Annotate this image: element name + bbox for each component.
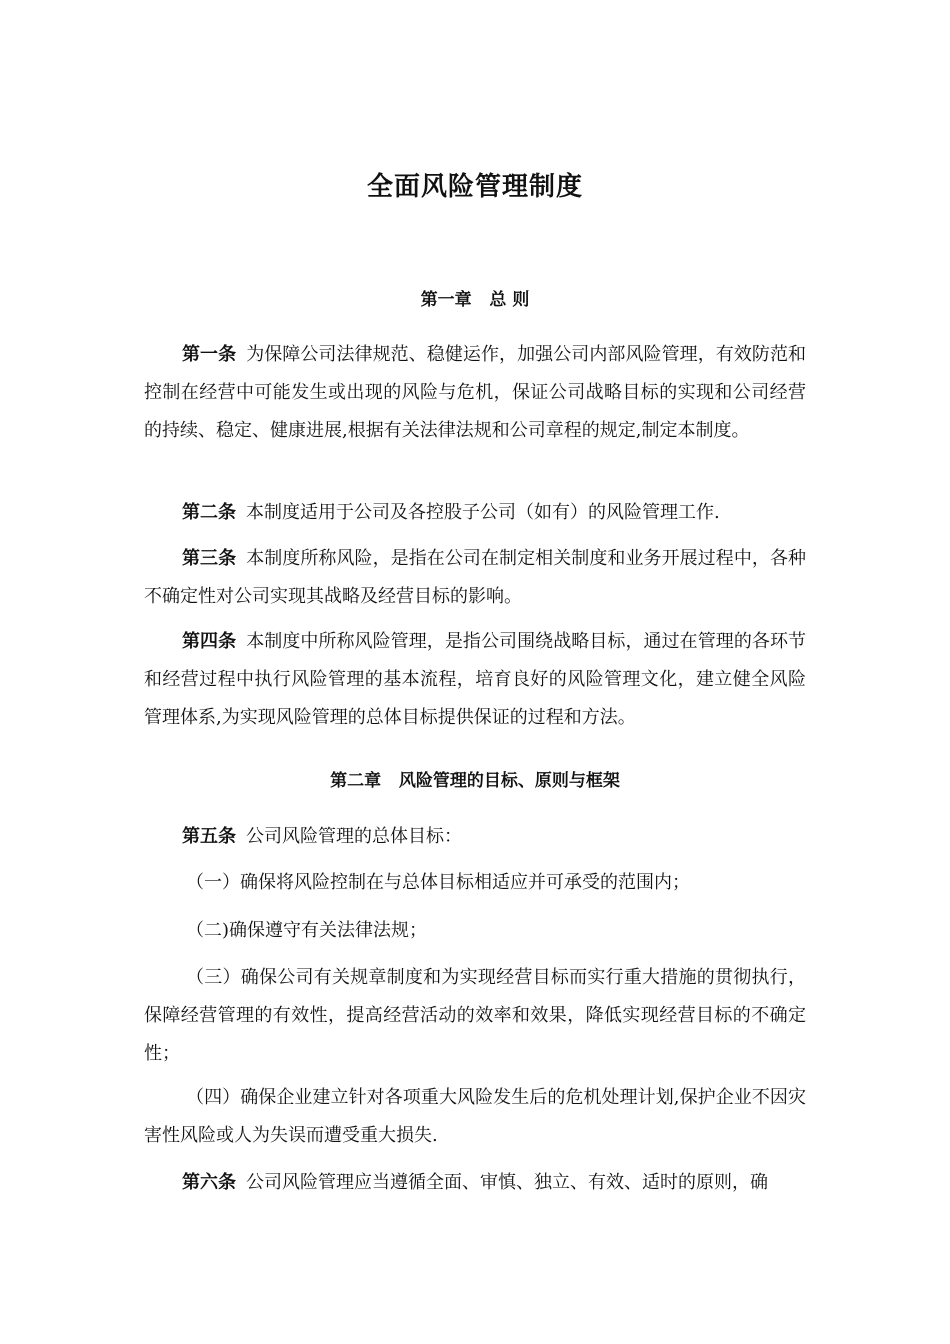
article-6-label: 第六条	[182, 1172, 236, 1193]
article-1-label: 第一条	[182, 344, 237, 365]
article-5-text: 公司风险管理的总体目标：	[246, 826, 462, 847]
article-6-text: 公司风险管理应当遵循全面、审慎、独立、有效、适时的原则，确	[246, 1172, 768, 1193]
article-1-text: 为保障公司法律规范、稳健运作，加强公司内部风险管理，有效防范和控制在经营中可能发生或出现的风险与危机，保证公司战略目标的实现和公司经营的持续、稳定、健康进展,根据有关法律法规和公司章程的规定,制定本制度。	[144, 344, 807, 441]
chapter-heading-2: 第二章 风险管理的目标、原则与框架	[330, 771, 620, 791]
article-4-text: 本制度中所称风险管理，是指公司围绕战略目标，通过在管理的各环节和经营过程中执行风险管理的基本流程，培育良好的风险管理文化，建立健全风险管理体系,为实现风险管理的总体目标提供保证的过程和方法。	[144, 631, 807, 728]
article-5-label: 第五条	[182, 826, 236, 847]
article-4-label: 第四条	[182, 631, 237, 652]
article-4	[144, 623, 806, 737]
goal-item-2: （二)确保遵守有关法律法规；	[186, 920, 428, 941]
chapter-heading-1: 第一章 总 则	[420, 290, 530, 310]
article-2	[144, 494, 806, 532]
article-3-text: 本制度所称风险，是指在公司在制定相关制度和业务开展过程中，各种不确定性对公司实现其战略及经营目标的影响。	[144, 548, 807, 607]
article-3	[144, 540, 806, 616]
article-6	[144, 1164, 806, 1202]
article-2-label: 第二条	[182, 502, 236, 523]
document-title: 全面风险管理制度	[366, 172, 583, 202]
article-3-label: 第三条	[182, 548, 237, 569]
article-1	[144, 336, 806, 450]
article-5	[144, 818, 806, 856]
goal-item-1: （一）确保将风险控制在与总体目标相适应并可承受的范围内；	[186, 872, 690, 893]
article-2-text: 本制度适用于公司及各控股子公司（如有）的风险管理工作.	[246, 502, 720, 523]
goal-item-3: （三）确保公司有关规章制度和为实现经营目标而实行重大措施的贯彻执行，保障经营管理的有效性，提高经营活动的效率和效果，降低实现经营目标的不确定性；	[144, 967, 806, 1064]
goal-item-4: （四）确保企业建立针对各项重大风险发生后的危机处理计划,保护企业不因灾害性风险或人为失误而遭受重大损失.	[144, 1087, 806, 1146]
